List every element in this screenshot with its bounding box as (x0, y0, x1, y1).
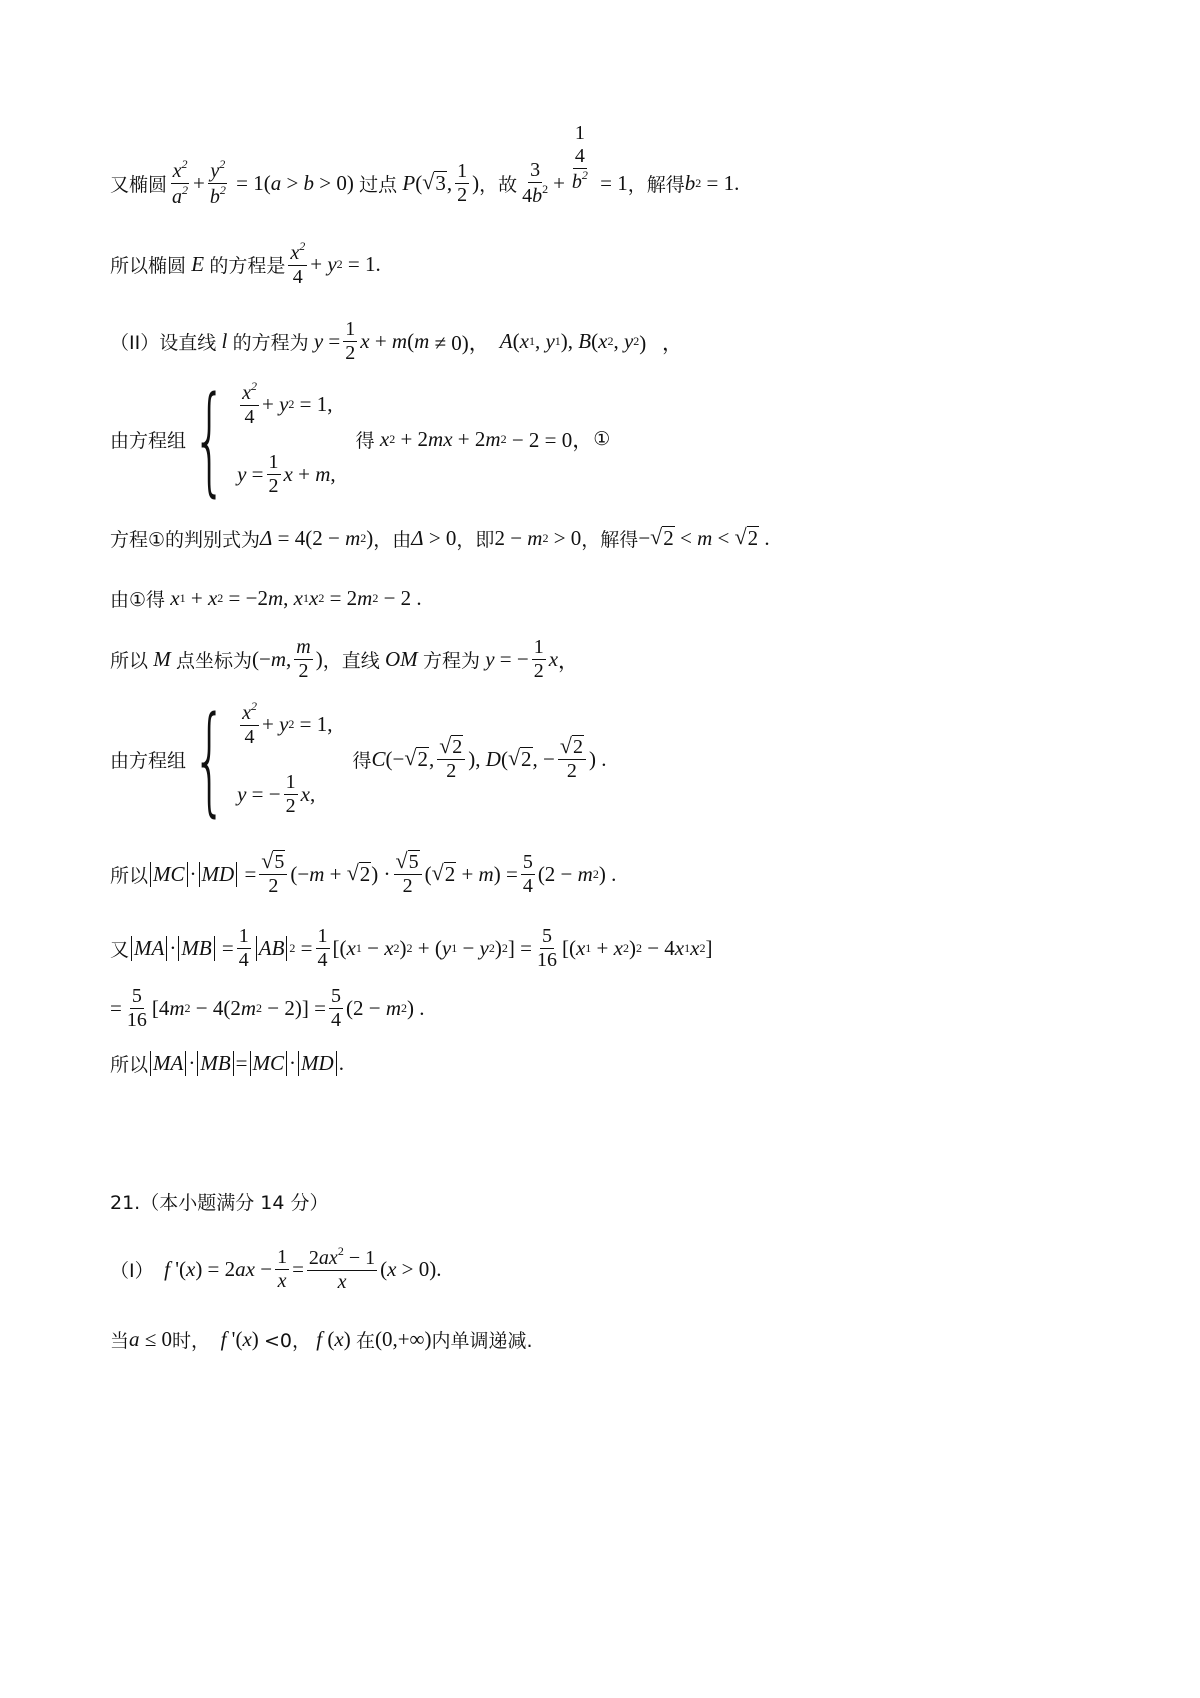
line-ma-mb-product: 又 MA · MB = $\frac{1}{4}$ AB 2 = $\frac{1}{4}$ [( x 1 − x 2 ) 2 + ( y 1 − y 2 ) 2 ] = $\frac{5}{16}$ [( x 1 + x 2 ) 2 − 4 x 1 x 2 ] (110, 925, 713, 971)
line-monotonic-decreasing: 当 a ≤ 0 时， f '( x ) <0， f ( x ) 在 (0,+∞) 内单调递减. (110, 1327, 533, 1352)
line-mc-md-product: 所以 MC · MD = √ 5 2 (− m + √ 2 ) · √ 5 2 ( √ 2 + m ) = $\frac{5}{4}$ (2 − m 2 ) . (110, 848, 617, 897)
left-brace: { (192, 370, 227, 508)
line-conclusion: 所以 MA · MB = MC · MD . (110, 1051, 344, 1076)
line-set-line-l: （II）设直线 l 的方程为 y = $\frac{1}{2}$ x + m ( m ≠ 0)， A ( x 1 , y 1 ), B ( x 2 , y 2 ) ， (110, 318, 684, 364)
line-ellipse-equation: 所以椭圆 E 的方程是 $\frac{x^2}{4}$ + y 2 = 1. (110, 239, 381, 288)
line-vieta: 由①得 x 1 + x 2 = −2 m , x 1 x 2 = 2 m 2 − 2 . (110, 586, 422, 611)
line-midpoint-m: 所以 M 点坐标为 (− m , $\frac{m}{2}$ ) ，直线 OM 方程为 y = − $\frac{1}{2}$ x ， (110, 636, 580, 682)
question-21-title: 21.（本小题满分 14 分） (110, 1192, 329, 1214)
line-derivative: （I） f '( x ) = 2 ax − $\frac{1}{x}$ = $\frac{2ax^2 - 1}{x}$ ( x > 0). (110, 1244, 442, 1293)
left-brace: { (192, 690, 227, 828)
system-of-equations-1: 由方程组 { $\frac{x^2}{4}$ + y 2 = 1, y = $\frac{1}{2}$ x + m , 得 x 2 + 2 mx + 2 m 2 − 2 = 0， ① (110, 370, 611, 508)
line-discriminant: 方程①的判别式为 Δ = 4(2 − m 2 ) ，由 Δ > 0 ，即 2 − m 2 > 0 ，解得 − √ 2 < m < √ 2 . (110, 524, 770, 551)
line-ellipse-passes-point: 又椭圆 $\frac{x^2}{a^2}$ + $\frac{y^2}{b^2}$ = 1( a > b > 0) 过点 P ( √ 3 , $\frac{1}{2}$ ) ，故 $\frac{3}{4b^2}$ + 1 $\frac{4}{b^2}$ = 1 ，解得 b 2 = 1. (110, 121, 740, 208)
system-of-equations-2: 由方程组 { $\frac{x^2}{4}$ + y 2 = 1, y = − $\frac{1}{2}$ x , 得 C (− √ 2 , √ 2 2 ), D ( √ 2 , − √ 2 2 ) . (110, 690, 607, 828)
line-ma-mb-continued: = $\frac{5}{16}$ [4 m 2 − 4(2 m 2 − 2)] = $\frac{5}{4}$ (2 − m 2 ) . (110, 985, 425, 1031)
